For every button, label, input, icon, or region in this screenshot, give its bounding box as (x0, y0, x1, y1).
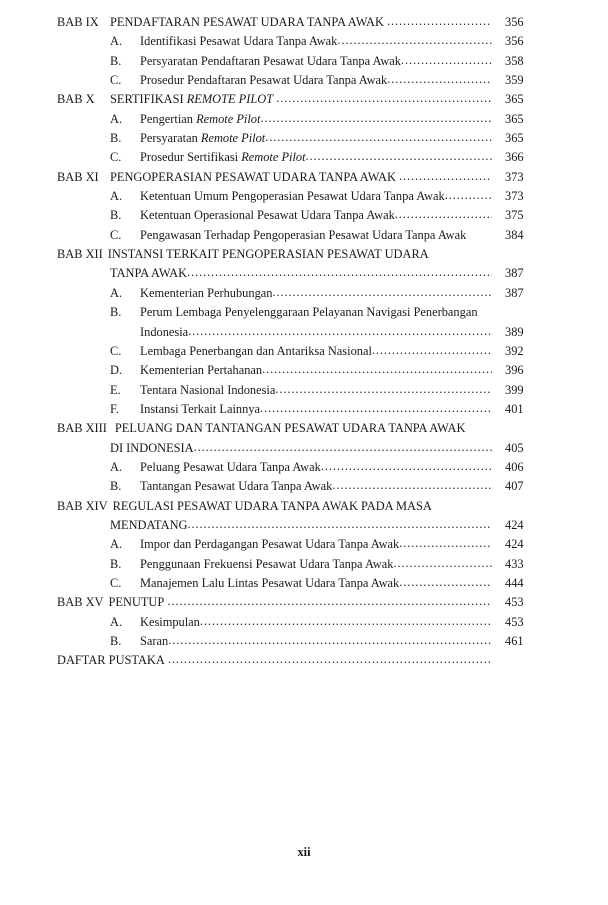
dot-leader (399, 534, 492, 553)
page-number: 461 (505, 634, 524, 648)
section-marker: A. (110, 537, 123, 552)
page-number: 396 (505, 363, 524, 378)
section-marker: E. (110, 382, 121, 397)
page-number: 387 (505, 285, 524, 300)
toc-chapter-entry[interactable] (57, 419, 551, 438)
section-title-italic: Remote Pilot (200, 131, 266, 146)
section-title: Ketentuan Umum Pengoperasian Pesawat Udara Tanpa Awak (140, 189, 445, 204)
dot-leader (168, 650, 492, 669)
section-title: Penggunaan Frekuensi Pesawat Udara Tanpa Awak (140, 556, 394, 571)
dot-leader (167, 592, 492, 611)
toc-chapter-entry[interactable] (57, 90, 551, 109)
chapter-label: BAB XV (57, 595, 104, 610)
section-title: Impor dan Perdagangan Pesawat Udara Tanpa Awak (140, 537, 400, 552)
dot-leader (387, 70, 492, 89)
section-title: Pengertian Remote Pilot (140, 111, 261, 126)
dot-leader (401, 51, 492, 70)
dot-leader (200, 612, 492, 631)
toc-chapter-continuation[interactable] (57, 264, 551, 283)
page-number: 366 (505, 150, 524, 165)
toc-section-entry[interactable] (57, 458, 551, 477)
page-number: 365 (505, 131, 524, 146)
toc-section-entry[interactable] (57, 148, 551, 167)
chapter-label: BAB XIII (57, 421, 107, 436)
page-number: 387 (505, 266, 524, 281)
chapter-title: PENDAFTARAN PESAWAT UDARA TANPA AWAK (110, 15, 384, 29)
chapter-title-continuation: MENDATANG (110, 517, 188, 532)
dot-leader (272, 283, 492, 302)
toc-section-entry[interactable] (57, 52, 551, 71)
toc-chapter-entry[interactable] (57, 13, 551, 32)
page-number: 359 (505, 73, 524, 88)
chapter-title: PENGOPERASIAN PESAWAT UDARA TANPA AWAK (110, 169, 396, 184)
chapter-title: INSTANSI TERKAIT PENGOPERASIAN PESAWAT UDARA (107, 247, 429, 262)
chapter-label: BAB XI (57, 169, 99, 184)
section-title: Ketentuan Operasional Pesawat Udara Tanpa Awak (140, 208, 395, 223)
section-title: Persyaratan Remote Pilot (140, 131, 266, 146)
section-marker: B. (110, 479, 122, 494)
page-number: 453 (505, 614, 524, 629)
toc-chapter-continuation[interactable] (57, 439, 551, 458)
page-number: 433 (505, 556, 524, 571)
toc-section-entry[interactable] (57, 400, 551, 419)
section-title: Kesimpulan (140, 614, 200, 629)
page-number: 424 (505, 517, 524, 532)
chapter-label: BAB XII (57, 247, 103, 262)
section-title: Manajemen Lalu Lintas Pesawat Udara Tanpa Awak (140, 575, 400, 590)
page-number: 399 (505, 382, 524, 397)
dot-leader (321, 457, 492, 476)
section-title: Kementerian Pertahanan (140, 363, 263, 378)
toc-section-entry[interactable] (57, 129, 551, 148)
dot-leader (337, 31, 492, 50)
section-title-continuation: Indonesia (140, 324, 189, 339)
chapter-label: BAB IX (57, 15, 99, 29)
dot-leader (395, 205, 492, 224)
section-title: Kementerian Perhubungan (140, 285, 273, 300)
dot-leader (275, 380, 492, 399)
page-number: 392 (505, 343, 524, 358)
chapter-title: PENUTUP (108, 595, 165, 610)
toc-section-entry[interactable] (57, 284, 551, 303)
page-number: 406 (505, 459, 524, 474)
toc-section-entry[interactable] (57, 632, 551, 651)
section-title: Identifikasi Pesawat Udara Tanpa Awak (140, 34, 338, 49)
dot-leader (372, 341, 492, 360)
dot-leader (168, 631, 492, 650)
dot-leader (188, 322, 492, 341)
section-marker: B. (110, 305, 122, 320)
section-marker: C. (110, 227, 122, 242)
section-marker: F. (110, 401, 119, 416)
dot-leader (393, 554, 492, 573)
section-title: Tantangan Pesawat Udara Tanpa Awak (140, 479, 333, 494)
toc-chapter-entry[interactable] (57, 651, 551, 670)
dot-leader (194, 438, 492, 457)
chapter-title-continuation: DI INDONESIA (110, 440, 194, 455)
chapter-title-italic: REMOTE PILOT (186, 92, 274, 107)
page-number: 356 (505, 34, 524, 49)
toc-chapter-continuation[interactable] (57, 516, 551, 535)
toc-section-entry[interactable] (57, 71, 551, 90)
chapter-title: DAFTAR PUSTAKA (57, 653, 165, 668)
page-number: 453 (505, 595, 524, 610)
section-marker: B. (110, 634, 122, 648)
page-number: 407 (505, 479, 524, 494)
toc-section-entry[interactable] (57, 187, 551, 206)
section-marker: B. (110, 131, 122, 146)
page-number: 424 (505, 537, 524, 552)
dot-leader (306, 147, 492, 166)
section-marker: A. (110, 111, 123, 126)
section-title: Lembaga Penerbangan dan Antariksa Nasional (140, 343, 372, 358)
toc-section-continuation[interactable] (57, 323, 551, 342)
section-title: Prosedur Pendaftaran Pesawat Udara Tanpa Awak (140, 73, 388, 88)
toc-section-entry[interactable] (57, 226, 551, 245)
dot-leader (187, 263, 492, 282)
section-marker: B. (110, 556, 122, 571)
section-title: Peluang Pesawat Udara Tanpa Awak (140, 459, 321, 474)
toc-chapter-entry[interactable] (57, 593, 551, 612)
dot-leader (265, 128, 492, 147)
section-title: Prosedur Sertifikasi Remote Pilot (140, 150, 306, 165)
table-of-contents (57, 13, 551, 671)
dot-leader (399, 573, 492, 592)
section-title: Persyaratan Pendaftaran Pesawat Udara Tanpa Awak (140, 53, 401, 68)
section-marker: C. (110, 150, 122, 165)
toc-section-entry[interactable] (57, 303, 551, 322)
page-number: 373 (505, 189, 524, 204)
toc-section-entry[interactable] (57, 574, 551, 593)
dot-leader (187, 515, 492, 534)
section-title: Saran (140, 634, 169, 648)
chapter-title-continuation: TANPA AWAK (110, 266, 188, 281)
toc-section-entry[interactable] (57, 555, 551, 574)
section-title: Pengawasan Terhadap Pengoperasian Pesawat Udara Tanpa Awak (140, 227, 467, 242)
toc-section-entry[interactable] (57, 206, 551, 225)
toc-section-entry[interactable] (57, 477, 551, 496)
dot-leader (276, 89, 492, 108)
section-title: Instansi Terkait Lainnya (140, 401, 261, 416)
page-number: 405 (505, 440, 524, 455)
section-marker: D. (110, 363, 123, 378)
dot-leader (332, 476, 492, 495)
section-marker: C. (110, 575, 122, 590)
page-number: 401 (505, 401, 524, 416)
section-marker: A. (110, 34, 123, 49)
section-marker: A. (110, 285, 123, 300)
toc-chapter-entry[interactable] (57, 497, 551, 516)
toc-section-entry[interactable] (57, 32, 551, 51)
page-number: 358 (505, 53, 524, 68)
page-number: 384 (505, 227, 524, 242)
dot-leader (445, 186, 492, 205)
section-marker: C. (110, 343, 122, 358)
section-marker: A. (110, 459, 123, 474)
toc-chapter-entry[interactable] (57, 168, 551, 187)
chapter-label: BAB XIV (57, 498, 108, 513)
section-marker: B. (110, 53, 122, 68)
section-marker: B. (110, 208, 122, 223)
section-marker: A. (110, 614, 123, 629)
section-title: Tentara Nasional Indonesia (140, 382, 276, 397)
chapter-title: SERTIFIKASI REMOTE PILOT (110, 92, 274, 107)
chapter-title: REGULASI PESAWAT UDARA TANPA AWAK PADA MASA (112, 498, 432, 513)
section-title-italic: Remote Pilot (241, 150, 306, 165)
dot-leader (260, 399, 492, 418)
section-title-italic: Remote Pilot (196, 111, 261, 126)
dot-leader (260, 109, 492, 128)
section-marker: A. (110, 189, 123, 204)
toc-section-entry[interactable] (57, 361, 551, 380)
toc-section-entry[interactable] (57, 613, 551, 632)
page-number: 444 (505, 575, 524, 590)
page-folio: xii (297, 845, 311, 859)
page-number: 365 (505, 111, 524, 126)
toc-section-entry[interactable] (57, 342, 551, 361)
toc-section-entry[interactable] (57, 381, 551, 400)
page-number: 365 (505, 92, 524, 107)
section-marker: C. (110, 73, 122, 88)
chapter-title: PELUANG DAN TANTANGAN PESAWAT UDARA TANPA AWAK (114, 421, 466, 436)
page-number: 375 (505, 208, 524, 223)
dot-leader (399, 167, 492, 186)
dot-leader (262, 360, 492, 379)
section-title: Perum Lembaga Penyelenggaraan Pelayanan Navigasi Penerbangan (140, 305, 478, 320)
page-number: 389 (505, 324, 524, 339)
toc-chapter-entry[interactable] (57, 245, 551, 264)
chapter-label: BAB X (57, 92, 95, 107)
page-number: 373 (505, 169, 524, 184)
toc-section-entry[interactable] (57, 110, 551, 129)
page-number: 356 (505, 15, 524, 29)
toc-section-entry[interactable] (57, 535, 551, 554)
dot-leader (387, 12, 492, 31)
